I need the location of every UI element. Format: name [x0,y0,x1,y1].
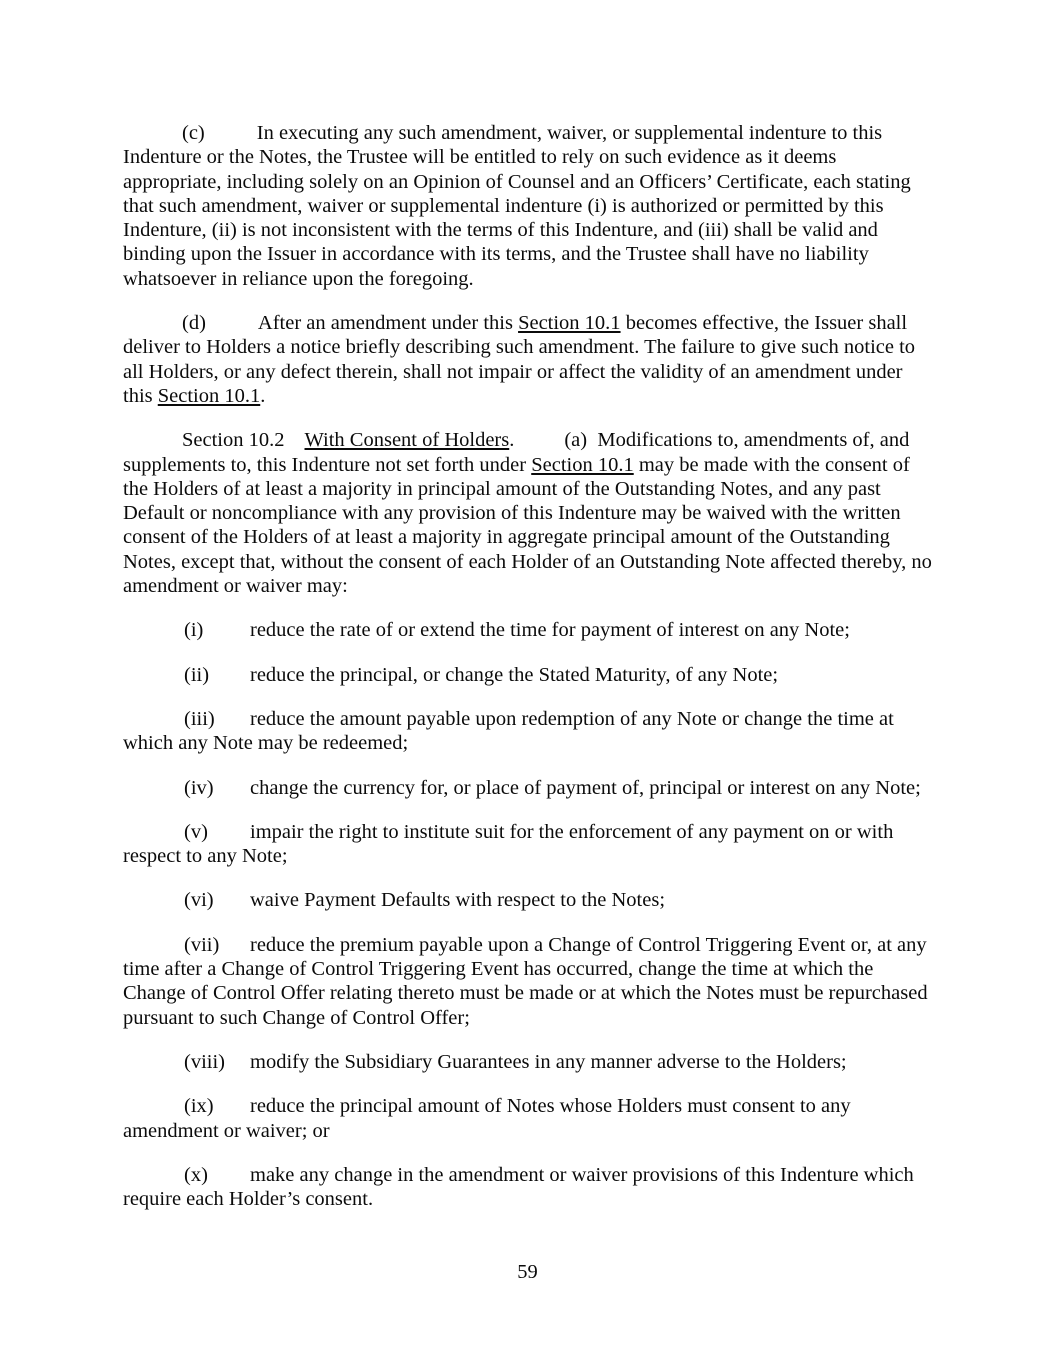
list-item-vi [123,888,933,912]
text-run: reduce the premium payable upon a Change of Control Triggering Event or, at any time after a Change of Control Triggering Event has occurred, change the time at which the Change of Control Offer relating thereto must be made or at which the Notes must be repurchased pursuant to such Change of Control Offer; [123,933,928,1029]
list-item-iii [123,707,933,756]
list-item-label: (ii) [184,663,210,686]
text-run: modify the Subsidiary Guarantees in any manner adverse to the Holders; [250,1050,847,1073]
text-run: reduce the principal amount of Notes whose Holders must consent to any amendment or waiver; or [123,1095,851,1142]
text-run: . [260,384,266,407]
page-number: 59 [517,1261,538,1283]
text-run: reduce the principal, or change the Stated Maturity, of any Note; [250,663,779,686]
text-run: becomes effective, the Issuer shall deliver to Holders a notice briefly describing such amendment. The failure to give such notice to all Holders, or any defect therein, shall not impair or affect the validity of an amendment under this [123,312,916,407]
text-run: make any change in the amendment or waiver provisions of this Indenture which require each Holder’s consent. [123,1163,914,1211]
list-item-label: (x) [184,1163,208,1186]
section-reference: Section 10.1 [518,312,621,335]
paragraph-d [123,311,933,408]
section-reference: Section 10.1 [157,384,261,407]
text-run: reduce the amount payable upon redemption of any Note or change the time at which any Note may be redeemed; [123,707,894,755]
list-item-label: (ix) [184,1095,214,1118]
list-item-v [123,820,933,869]
list-item-label: (vi) [184,889,214,912]
list-item-iv [123,776,933,800]
text-run: After an amendment under this [257,312,519,335]
text-run: . [509,429,515,452]
list-item-ii [123,663,933,687]
section-10-2-paragraph [123,428,933,598]
text-run: change the currency for, or place of payment of, principal or interest on any Note; [250,776,921,799]
text-run: reduce the rate of or extend the time for payment of interest on any Note; [250,619,850,642]
text-run: (a) Modifications to, amendments of, and supplements to, this Indenture not set forth under [123,429,910,476]
list-item-ix [123,1094,933,1143]
paragraph-label: (d) [182,312,206,335]
list-item-label: (vii) [184,933,220,956]
list-item-i [123,618,933,642]
text-run: may be made with the consent of the Holders of at least a majority in principal amount of the Outstanding Notes, and any past Default or noncompliance with any provision of this Indenture may be waived with the written consent of the Holders of at least a majority in aggregate principal amount of the Outstanding Notes, except that, without the consent of each Holder of an Outstanding Note affected thereby, no amendment or waiver may: [123,453,932,598]
list-item-label: (v) [184,820,208,843]
paragraph-c [123,121,933,291]
text-run: In executing any such amendment, waiver, or supplemental indenture to this Indenture or the Notes, the Trustee will be entitled to rely on such evidence as it deems appropriate, including solely on an Opinion of Counsel and an Officers’ Certificate, each stating that such amendment, waiver or supplemental indenture (i) is authorized or permitted by this Indenture, (ii) is not inconsistent with the terms of this Indenture, and (iii) shall be valid and binding upon the Issuer in accordance with its terms, and the Trustee shall have no liability whatsoever in reliance upon the foregoing. [123,122,911,290]
section-heading: With Consent of Holders [304,429,510,452]
section-reference: Section 10.1 [531,453,634,476]
list-item-label: (iii) [184,707,215,730]
section-number: Section 10.2 [182,429,285,452]
text-run: impair the right to institute suit for the enforcement of any payment on or with respect to any Note; [123,820,894,868]
text-run: waive Payment Defaults with respect to the Notes; [250,889,666,912]
document-body [123,0,933,1211]
list-item-label: (iv) [184,776,214,799]
list-item-x [123,1163,933,1212]
list-item-label: (i) [184,619,204,642]
list-item-viii [123,1050,933,1074]
list-item-vii [123,933,933,1030]
paragraph-label: (c) [182,122,205,144]
list-item-label: (viii) [184,1050,225,1073]
